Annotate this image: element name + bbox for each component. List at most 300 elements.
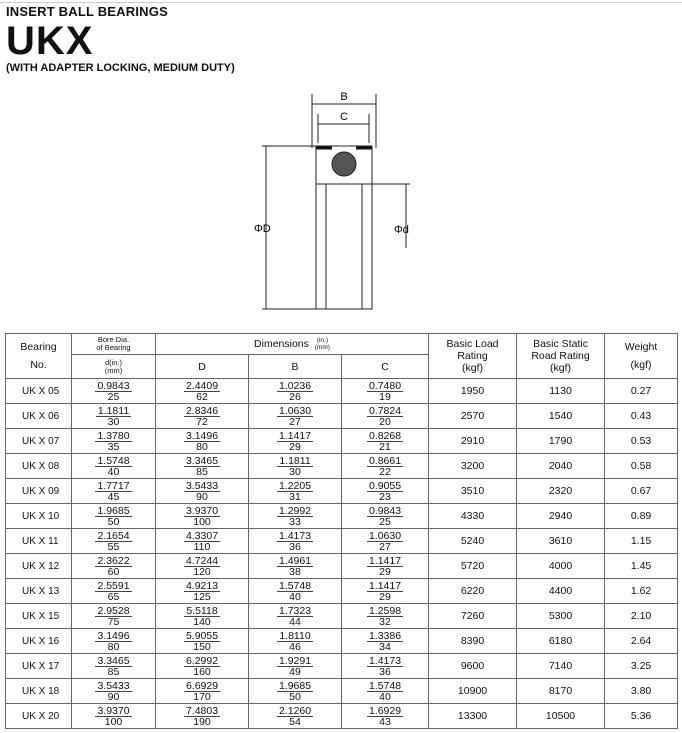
value-pair — [156, 631, 248, 652]
value-mm: 55 — [107, 541, 120, 553]
value-inch: 5.5118 — [186, 605, 218, 617]
table-row — [6, 579, 678, 604]
value-pair — [72, 581, 155, 602]
value-pair — [156, 481, 248, 502]
cell-basic-load: 13300 — [429, 704, 517, 729]
value-pair — [156, 606, 248, 627]
value-inch: 1.4173 — [368, 655, 402, 667]
cell-B — [249, 479, 342, 504]
table-row — [6, 454, 678, 479]
header-basic-static — [517, 334, 605, 379]
value-pair — [156, 581, 248, 602]
ball-element — [332, 152, 356, 176]
value-mm: 19 — [379, 391, 391, 403]
cell-C — [342, 379, 429, 404]
value-mm: 30 — [289, 466, 301, 478]
cell-basic-load: 1950 — [429, 379, 517, 404]
value-mm: 22 — [379, 466, 391, 478]
value-mm: 72 — [196, 416, 208, 428]
cell-bearing-no: UK X 16 — [6, 629, 72, 654]
value-inch: 0.7824 — [368, 405, 402, 417]
value-pair — [249, 506, 341, 527]
header-basic-load — [429, 334, 517, 379]
value-mm: 36 — [289, 541, 301, 553]
value-mm: 33 — [289, 516, 301, 528]
cell-bearing-no: UK X 09 — [6, 479, 72, 504]
cell-d — [72, 679, 156, 704]
value-inch: 7.4803 — [185, 705, 219, 717]
cell-B — [249, 554, 342, 579]
cell-D — [156, 454, 249, 479]
value-pair — [72, 656, 155, 677]
cell-basic-static: 7140 — [517, 654, 605, 679]
value-inch: 3.1496 — [185, 430, 219, 442]
value-pair — [342, 631, 428, 652]
value-mm: 170 — [193, 691, 211, 703]
value-pair — [249, 556, 341, 577]
cell-B — [249, 379, 342, 404]
value-mm: 50 — [107, 516, 120, 528]
cell-basic-load: 10900 — [429, 679, 517, 704]
page-subtitle: (WITH ADAPTER LOCKING, MEDIUM DUTY) — [6, 62, 235, 74]
value-mm: 65 — [107, 591, 120, 603]
cell-D — [156, 704, 249, 729]
cell-weight: 0.89 — [605, 504, 678, 529]
value-pair — [342, 381, 428, 402]
cell-basic-load: 7260 — [429, 604, 517, 629]
table-row — [6, 704, 678, 729]
value-inch: 1.1811 — [279, 455, 311, 467]
value-pair — [342, 506, 428, 527]
value-pair — [72, 431, 155, 452]
value-inch: 0.9055 — [368, 480, 402, 492]
value-mm: 160 — [193, 666, 211, 678]
table-row — [6, 479, 678, 504]
value-inch: 1.6929 — [368, 705, 402, 717]
cell-C — [342, 479, 429, 504]
value-pair — [72, 681, 155, 702]
cell-D — [156, 529, 249, 554]
cell-C — [342, 704, 429, 729]
value-inch: 1.9685 — [97, 505, 130, 517]
value-pair — [72, 481, 155, 502]
value-pair — [249, 681, 341, 702]
cell-d — [72, 704, 156, 729]
value-pair — [342, 531, 428, 552]
value-inch: 1.3386 — [368, 630, 402, 642]
table-row — [6, 629, 678, 654]
value-mm: 40 — [107, 466, 120, 478]
value-inch: 3.9370 — [185, 505, 219, 517]
header-dimensions — [156, 334, 429, 355]
table-row — [6, 529, 678, 554]
value-mm: 29 — [379, 591, 391, 603]
value-mm: 29 — [289, 441, 301, 453]
table-body — [6, 379, 678, 729]
value-inch: 0.8268 — [368, 430, 402, 442]
value-mm: 150 — [193, 641, 211, 653]
cell-D — [156, 404, 249, 429]
header-col-D: D — [156, 355, 249, 379]
cell-d — [72, 429, 156, 454]
value-mm: 32 — [379, 616, 391, 628]
cell-C — [342, 654, 429, 679]
value-pair — [249, 656, 341, 677]
cell-weight: 5.36 — [605, 704, 678, 729]
cell-D — [156, 504, 249, 529]
value-pair — [342, 431, 428, 452]
value-pair — [249, 631, 341, 652]
value-inch: 4.7244 — [185, 555, 219, 567]
table-row — [6, 504, 678, 529]
value-mm: 62 — [196, 391, 208, 403]
value-mm: 90 — [196, 491, 208, 503]
value-pair — [156, 531, 248, 552]
top-rule — [0, 2, 682, 3]
cell-B — [249, 604, 342, 629]
cell-d — [72, 579, 156, 604]
value-pair — [342, 481, 428, 502]
value-mm: 21 — [379, 441, 391, 453]
value-pair — [249, 481, 341, 502]
cell-D — [156, 679, 249, 704]
label-C: C — [340, 111, 348, 123]
cell-C — [342, 679, 429, 704]
value-inch: 5.9055 — [185, 630, 219, 642]
table-row — [6, 554, 678, 579]
value-inch: 1.2205 — [278, 480, 312, 492]
value-pair — [249, 431, 341, 452]
header-bore — [72, 334, 156, 355]
cell-weight: 1.15 — [605, 529, 678, 554]
cell-basic-static: 2940 — [517, 504, 605, 529]
value-pair — [342, 406, 428, 427]
header-no: No. — [30, 359, 47, 371]
table-row — [6, 404, 678, 429]
value-pair — [249, 706, 341, 727]
cell-B — [249, 429, 342, 454]
cell-basic-static: 4400 — [517, 579, 605, 604]
page-header — [6, 4, 235, 75]
header-dimensions-label: Dimensions — [254, 337, 309, 350]
value-mm: 30 — [107, 416, 120, 428]
value-pair — [156, 556, 248, 577]
value-inch: 1.4173 — [278, 530, 312, 542]
value-inch: 1.1811 — [97, 405, 130, 417]
value-inch: 0.9843 — [97, 380, 130, 392]
value-mm: 54 — [289, 716, 301, 728]
cell-C — [342, 629, 429, 654]
value-pair — [72, 406, 155, 427]
value-mm: 120 — [193, 566, 211, 578]
cell-C — [342, 604, 429, 629]
cell-bearing-no: UK X 11 — [6, 529, 72, 554]
header-static-line2: Road Rating — [531, 350, 590, 362]
cell-basic-static: 2040 — [517, 454, 605, 479]
value-inch: 3.9370 — [97, 705, 130, 717]
header-bore-units — [72, 355, 156, 379]
label-B: B — [340, 91, 348, 103]
value-pair — [156, 681, 248, 702]
bearing-body — [316, 184, 372, 309]
value-pair — [72, 706, 155, 727]
value-mm: 75 — [107, 616, 120, 628]
cell-D — [156, 379, 249, 404]
table-row — [6, 604, 678, 629]
value-pair — [342, 556, 428, 577]
value-pair — [342, 606, 428, 627]
value-inch: 1.1417 — [278, 430, 312, 442]
cell-B — [249, 454, 342, 479]
value-pair — [156, 706, 248, 727]
value-pair — [72, 456, 155, 477]
value-inch: 1.9685 — [278, 680, 312, 692]
value-inch: 1.4961 — [278, 555, 312, 567]
value-mm: 25 — [379, 516, 391, 528]
value-mm: 29 — [379, 566, 391, 578]
dimensions-table — [5, 333, 678, 729]
cell-bearing-no: UK X 13 — [6, 579, 72, 604]
cell-weight: 3.25 — [605, 654, 678, 679]
cell-basic-static: 1540 — [517, 404, 605, 429]
value-mm: 190 — [193, 716, 211, 728]
value-mm: 140 — [193, 616, 211, 628]
value-pair — [156, 656, 248, 677]
cell-basic-static: 6180 — [517, 629, 605, 654]
value-pair — [72, 631, 155, 652]
cell-bearing-no: UK X 20 — [6, 704, 72, 729]
table-row — [6, 654, 678, 679]
cell-bearing-no: UK X 18 — [6, 679, 72, 704]
value-pair — [156, 381, 248, 402]
header-weight — [605, 334, 678, 379]
cell-weight: 2.10 — [605, 604, 678, 629]
cell-bearing-no: UK X 12 — [6, 554, 72, 579]
value-pair — [249, 381, 341, 402]
value-inch: 2.9528 — [97, 605, 130, 617]
header-static-unit: (kgf) — [550, 362, 572, 374]
value-mm: 44 — [289, 616, 301, 628]
value-pair — [72, 381, 155, 402]
value-pair — [72, 506, 155, 527]
value-mm: 80 — [196, 441, 208, 453]
cell-D — [156, 429, 249, 454]
value-mm: 23 — [379, 491, 391, 503]
value-inch: 2.5591 — [97, 580, 130, 592]
cell-B — [249, 654, 342, 679]
value-pair — [249, 406, 341, 427]
cell-C — [342, 454, 429, 479]
value-inch: 4.9213 — [185, 580, 219, 592]
cell-basic-load: 3510 — [429, 479, 517, 504]
value-pair — [249, 531, 341, 552]
page-title: UKX — [6, 19, 94, 63]
cell-basic-load: 9600 — [429, 654, 517, 679]
value-inch: 1.0630 — [278, 405, 312, 417]
cell-basic-static: 1130 — [517, 379, 605, 404]
header-static-line1: Basic Static — [533, 338, 588, 350]
value-inch: 0.9843 — [368, 505, 402, 517]
header-weight-unit: (kgf) — [630, 359, 652, 371]
bearing-cross-section-diagram — [244, 88, 424, 320]
cell-weight: 3.80 — [605, 679, 678, 704]
value-inch: 1.5748 — [278, 580, 312, 592]
cell-B — [249, 529, 342, 554]
value-pair — [249, 606, 341, 627]
cell-B — [249, 404, 342, 429]
value-inch: 0.7480 — [368, 380, 402, 392]
value-mm: 43 — [379, 716, 391, 728]
table-row — [6, 429, 678, 454]
cell-D — [156, 579, 249, 604]
cell-C — [342, 429, 429, 454]
cell-basic-load: 8390 — [429, 629, 517, 654]
cell-bearing-no: UK X 05 — [6, 379, 72, 404]
category-kicker: INSERT BALL BEARINGS — [6, 4, 168, 19]
value-mm: 46 — [289, 641, 301, 653]
cell-d — [72, 629, 156, 654]
cell-basic-load: 3200 — [429, 454, 517, 479]
value-inch: 1.5748 — [97, 455, 130, 467]
cell-B — [249, 679, 342, 704]
value-mm: 27 — [289, 416, 301, 428]
cell-d — [72, 654, 156, 679]
cell-B — [249, 704, 342, 729]
cell-basic-load: 2570 — [429, 404, 517, 429]
value-inch: 1.7323 — [278, 605, 312, 617]
cell-C — [342, 504, 429, 529]
cell-weight: 0.27 — [605, 379, 678, 404]
cell-basic-load: 2910 — [429, 429, 517, 454]
cell-basic-load: 5240 — [429, 529, 517, 554]
cell-bearing-no: UK X 07 — [6, 429, 72, 454]
value-inch: 1.2992 — [278, 505, 312, 517]
cell-D — [156, 479, 249, 504]
cell-bearing-no: UK X 15 — [6, 604, 72, 629]
value-pair — [342, 581, 428, 602]
cell-basic-static: 1790 — [517, 429, 605, 454]
cell-weight: 0.53 — [605, 429, 678, 454]
header-load-line1: Basic Load — [446, 338, 499, 350]
value-inch: 4.3307 — [185, 530, 219, 542]
cell-B — [249, 504, 342, 529]
value-inch: 1.7717 — [97, 480, 130, 492]
value-pair — [156, 431, 248, 452]
value-inch: 1.2598 — [368, 605, 402, 617]
cell-d — [72, 454, 156, 479]
value-pair — [72, 531, 155, 552]
cell-C — [342, 554, 429, 579]
cell-d — [72, 504, 156, 529]
header-bearing: Bearing — [20, 341, 57, 353]
header-col-B: B — [249, 355, 342, 379]
value-mm: 40 — [289, 591, 301, 603]
value-inch: 1.5748 — [368, 680, 402, 692]
value-inch: 1.1417 — [368, 555, 402, 567]
value-mm: 80 — [107, 641, 120, 653]
header-col-C: C — [342, 355, 429, 379]
value-pair — [342, 681, 428, 702]
cell-d — [72, 554, 156, 579]
cell-D — [156, 554, 249, 579]
cell-C — [342, 404, 429, 429]
value-pair — [72, 556, 155, 577]
value-mm: 35 — [107, 441, 120, 453]
cell-basic-static: 2320 — [517, 479, 605, 504]
value-inch: 1.9291 — [278, 655, 312, 667]
value-pair — [342, 456, 428, 477]
value-inch: 1.0630 — [368, 530, 402, 542]
value-mm: 125 — [193, 591, 211, 603]
cell-D — [156, 629, 249, 654]
cell-weight: 0.43 — [605, 404, 678, 429]
value-inch: 2.1654 — [97, 530, 130, 542]
cell-d — [72, 604, 156, 629]
cell-weight: 1.62 — [605, 579, 678, 604]
cell-D — [156, 654, 249, 679]
cell-basic-static: 4000 — [517, 554, 605, 579]
value-inch: 0.8661 — [368, 455, 402, 467]
value-mm: 85 — [107, 666, 120, 678]
value-inch: 3.1496 — [97, 630, 130, 642]
cell-basic-static: 8170 — [517, 679, 605, 704]
value-pair — [156, 406, 248, 427]
value-pair — [342, 706, 428, 727]
cell-B — [249, 579, 342, 604]
label-phi-d: Φd — [394, 224, 409, 236]
cell-d — [72, 379, 156, 404]
value-inch: 2.1260 — [278, 705, 312, 717]
cell-B — [249, 629, 342, 654]
cell-d — [72, 404, 156, 429]
value-mm: 40 — [379, 691, 391, 703]
value-inch: 1.8110 — [279, 630, 311, 642]
value-inch: 3.5433 — [97, 680, 130, 692]
value-pair — [249, 581, 341, 602]
header-load-line2: Rating — [457, 350, 488, 362]
value-pair — [72, 606, 155, 627]
cell-bearing-no: UK X 17 — [6, 654, 72, 679]
value-mm: 38 — [289, 566, 301, 578]
value-inch: 1.0236 — [278, 380, 312, 392]
cell-basic-static: 3610 — [517, 529, 605, 554]
header-bore-unit-in: d(in.) — [104, 357, 123, 367]
header-dim-unit-mm: (mm) — [314, 344, 330, 351]
value-mm: 31 — [289, 491, 301, 503]
value-pair — [249, 456, 341, 477]
cell-d — [72, 529, 156, 554]
header-weight-label: Weight — [624, 341, 658, 353]
value-mm: 60 — [107, 566, 120, 578]
cell-bearing-no: UK X 06 — [6, 404, 72, 429]
value-mm: 20 — [379, 416, 391, 428]
value-inch: 6.6929 — [185, 680, 219, 692]
cell-basic-static: 10500 — [517, 704, 605, 729]
table-row — [6, 379, 678, 404]
value-pair — [156, 456, 248, 477]
value-pair — [342, 656, 428, 677]
cell-weight: 0.67 — [605, 479, 678, 504]
header-bore-unit-mm: (mm) — [104, 365, 123, 375]
cell-weight: 2.64 — [605, 629, 678, 654]
value-inch: 1.3780 — [97, 430, 130, 442]
cell-bearing-no: UK X 10 — [6, 504, 72, 529]
cell-C — [342, 529, 429, 554]
cell-basic-load: 4330 — [429, 504, 517, 529]
value-mm: 50 — [289, 691, 301, 703]
cell-d — [72, 479, 156, 504]
value-inch: 2.4409 — [185, 380, 219, 392]
